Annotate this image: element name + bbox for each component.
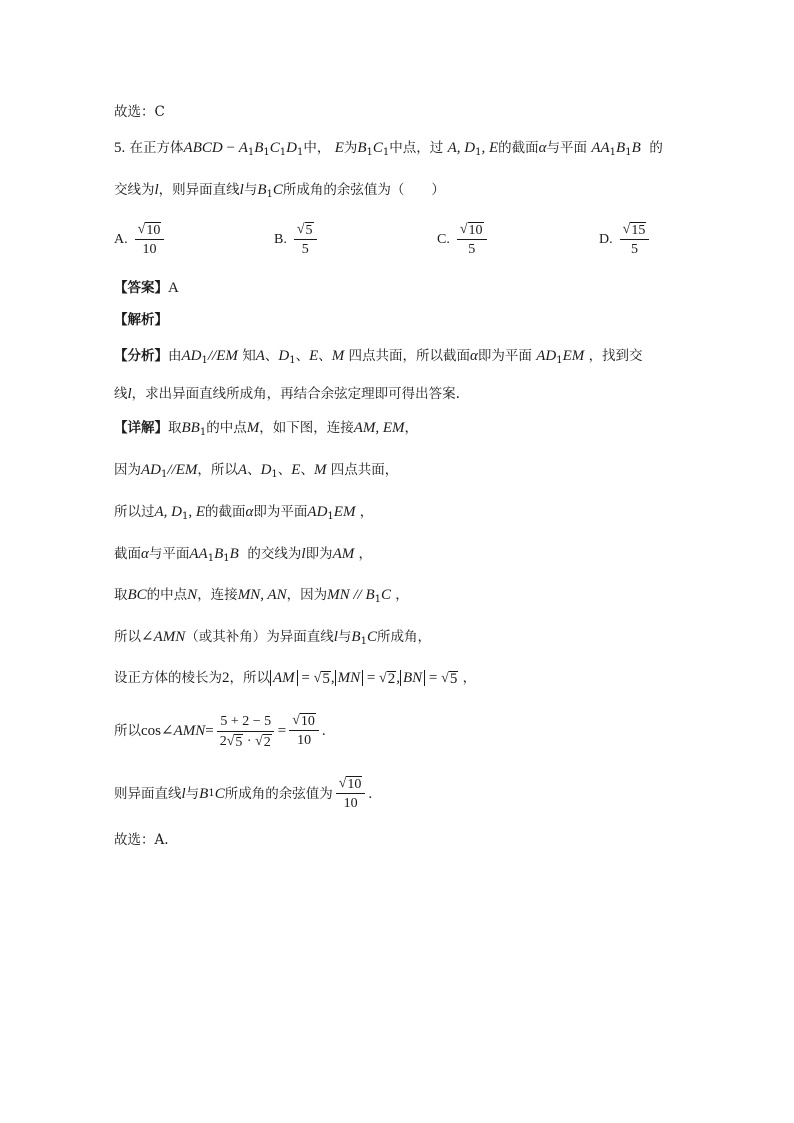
text: 交线为 <box>114 182 155 198</box>
text: 所以过 <box>114 504 155 520</box>
math: EM <box>216 348 238 364</box>
text: 中点，过 <box>389 140 444 156</box>
text: 的截面 <box>205 504 246 520</box>
sub: 1 <box>271 469 278 480</box>
question-line-2 <box>114 180 445 200</box>
math: ∠AMN <box>161 723 206 739</box>
math: B <box>214 546 224 562</box>
detail-line-8 <box>114 710 326 752</box>
answer-line <box>114 278 179 298</box>
math: MN <box>335 670 364 686</box>
math: MN <box>327 587 350 603</box>
text: 、 <box>300 462 314 478</box>
denominator: 10 <box>343 796 358 811</box>
detail-line-4 <box>114 544 372 564</box>
option-a <box>114 222 167 258</box>
text: 中， <box>303 140 331 156</box>
math: N <box>187 587 198 603</box>
detail-line-1 <box>114 418 418 438</box>
math: AM <box>332 546 355 562</box>
text: 在正方体 <box>129 140 184 156</box>
math: A <box>237 462 248 478</box>
text: 的截面 <box>498 140 539 156</box>
text: 、 <box>295 348 310 364</box>
sub: 1 <box>266 189 273 200</box>
sub: 1 <box>289 355 296 366</box>
math: B <box>357 140 367 156</box>
sub: 1 <box>201 355 208 366</box>
detail-line-7 <box>114 668 476 688</box>
text: 与平面 <box>546 140 588 156</box>
math: // <box>349 587 366 603</box>
text: （或其补角）为异面直线 <box>185 629 334 645</box>
math: C <box>380 587 391 603</box>
math: l <box>333 629 338 645</box>
math: A <box>238 140 248 156</box>
math: C <box>214 786 225 802</box>
numerator: 5 + 2 − 5 <box>217 713 274 732</box>
fenxi-line-2 <box>114 384 460 404</box>
text: 的中点 <box>146 587 188 603</box>
math: BC <box>127 587 147 603</box>
text: 所以 <box>114 629 141 645</box>
math: ABCD <box>183 140 223 156</box>
fraction <box>336 776 366 812</box>
text: ，因为 <box>286 587 328 603</box>
text: 与 <box>243 182 258 198</box>
math: AD <box>181 348 202 364</box>
option-d <box>599 222 652 258</box>
math: . <box>368 786 373 802</box>
math: AD <box>536 348 557 364</box>
denominator: 10 <box>297 733 312 748</box>
math: M <box>246 420 260 436</box>
text: 、 <box>318 348 332 364</box>
math: B <box>199 786 209 802</box>
math: B <box>229 546 239 562</box>
math: ∠AMN <box>141 629 186 645</box>
sub: 1 <box>625 147 632 158</box>
text: 设正方体的棱长为 <box>114 670 222 686</box>
math: EM <box>175 462 198 478</box>
text: 取 <box>114 587 128 603</box>
math: AD <box>141 462 161 478</box>
text: 即为平面 <box>253 504 308 520</box>
math: 2 <box>219 733 227 749</box>
radicand: 5 <box>235 734 243 750</box>
numerator: √ 10 <box>289 713 319 731</box>
numerator: √ 15 <box>620 222 650 240</box>
math: α <box>141 546 149 562</box>
math: , <box>396 670 400 686</box>
math: B <box>616 140 626 156</box>
math: C <box>272 182 283 198</box>
math: EM <box>562 348 585 364</box>
text: ，求出异面直线所成角，再结合余弦定理即可得出答案. <box>131 386 460 402</box>
math: l <box>181 786 186 802</box>
text: 四点共面，所以截面 <box>348 348 471 364</box>
detail-tag: 【详解】 <box>114 420 168 436</box>
text: ，如下图，连接 <box>259 420 354 436</box>
radicand: 2 <box>387 671 396 687</box>
answer-value: A <box>168 280 179 296</box>
option-b <box>274 222 320 258</box>
text: ，所以 <box>197 462 238 478</box>
sub: 1 <box>366 147 373 158</box>
text: 的交线为 <box>247 546 302 562</box>
question-number: 5. <box>114 140 126 156</box>
sub: 1 <box>161 469 168 480</box>
sub: 1 <box>199 427 207 438</box>
text: ， <box>358 546 373 562</box>
math: EM <box>333 504 356 520</box>
analysis-tag: 【解析】 <box>114 312 168 328</box>
math: AA <box>591 140 610 156</box>
sub: 1 <box>475 147 482 158</box>
text: 四点共面， <box>330 462 399 478</box>
radicand: 10 <box>347 777 362 792</box>
detail-line-5 <box>114 585 409 605</box>
denominator: 5 <box>630 242 638 257</box>
math: AD <box>307 504 328 520</box>
fenxi-line-1 <box>114 346 643 366</box>
math: 2 <box>222 670 230 686</box>
math: E <box>309 348 319 364</box>
text: 、 <box>247 462 261 478</box>
math: BB <box>181 420 200 436</box>
text: 与 <box>185 786 200 802</box>
text: 、 <box>264 348 279 364</box>
math: l <box>239 182 244 198</box>
math: A, D <box>154 504 182 520</box>
fraction <box>457 222 487 258</box>
math: D <box>278 348 290 364</box>
option-label: C. <box>437 232 450 247</box>
text: ， <box>462 670 477 686</box>
math: B <box>254 140 264 156</box>
math: AA <box>189 546 208 562</box>
math: M <box>313 462 327 478</box>
question-line-1 <box>114 138 663 158</box>
fraction <box>289 713 319 749</box>
denominator: 2 √ 5 · √ 2 <box>219 733 271 750</box>
sub: 1 <box>556 355 563 366</box>
math: α <box>245 504 254 520</box>
text: ，找到交 <box>588 348 643 364</box>
sub: 1 <box>223 553 230 564</box>
text: 即为平面 <box>477 348 532 364</box>
numerator: √ 10 <box>336 776 366 794</box>
option-label: A. <box>114 232 128 247</box>
text: ，则异面直线 <box>158 182 240 198</box>
math: D <box>260 462 272 478</box>
fraction <box>217 713 275 750</box>
sub: 1 <box>297 147 304 158</box>
math: = <box>297 670 314 686</box>
sub: 1 <box>182 511 189 522</box>
text: 所以 <box>114 723 141 739</box>
text: 、 <box>277 462 292 478</box>
math: MN, AN <box>237 587 287 603</box>
math: E <box>291 462 301 478</box>
math: , E <box>481 140 499 156</box>
math: B <box>351 629 361 645</box>
text: 与平面 <box>148 546 190 562</box>
radicand: 10 <box>146 223 161 238</box>
sqrt: √ 5 <box>313 671 330 687</box>
text: 与 <box>337 629 352 645</box>
sub: 1 <box>327 511 334 522</box>
fraction <box>620 222 650 258</box>
analysis-line <box>114 310 168 330</box>
text: 知 <box>242 348 256 364</box>
text: 的 <box>649 140 663 156</box>
math: l <box>154 182 159 198</box>
math: , E <box>188 504 206 520</box>
text: 因为 <box>114 462 141 478</box>
sub: 1 <box>360 636 367 647</box>
math: B <box>365 587 375 603</box>
radicand: 10 <box>300 714 315 729</box>
sub: 1 <box>263 147 270 158</box>
text: 所成角的余弦值为（ ） <box>282 182 445 198</box>
math: = <box>363 670 380 686</box>
math: B <box>257 182 267 198</box>
math: , <box>330 670 335 686</box>
math: A <box>255 348 265 364</box>
sqrt: √ 5 <box>441 671 458 687</box>
text: 所成角的余弦值为 <box>224 786 333 802</box>
radicand: 5 <box>305 223 313 238</box>
text: 所成角， <box>376 629 431 645</box>
math: − <box>222 140 239 156</box>
text: ， <box>404 420 419 436</box>
math: C <box>366 629 377 645</box>
detail-line-9: 则异面直线 l 与 B 1 C 所成角的余弦值为 √ 10 10 . <box>114 776 373 811</box>
fenxi-tag: 【分析】 <box>114 348 168 364</box>
denominator: 5 <box>468 242 476 257</box>
detail-line-3 <box>114 502 373 522</box>
final-conclusion: 故选：A. <box>114 832 169 848</box>
math: BN <box>400 670 425 686</box>
math: A, D <box>447 140 476 156</box>
text: ， <box>395 587 409 603</box>
text: ， <box>359 504 374 520</box>
math: l <box>127 386 132 402</box>
answer-tag: 【答案】 <box>114 280 168 296</box>
numerator: √ 5 <box>294 222 317 240</box>
text: 的中点 <box>206 420 247 436</box>
sub: 1 <box>374 594 381 605</box>
math: B <box>631 140 641 156</box>
math: D <box>286 140 298 156</box>
radicand: 5 <box>322 671 330 687</box>
sub: 1 <box>279 147 287 158</box>
math: α <box>470 348 478 364</box>
text: ，所以 <box>229 670 270 686</box>
text: 取 <box>168 420 182 436</box>
previous-conclusion: 故选：C <box>114 104 165 120</box>
sub: 1 <box>207 553 215 564</box>
math: E <box>334 140 344 156</box>
text: 即为 <box>305 546 333 562</box>
sqrt: √ 2 <box>379 671 396 687</box>
text: 线 <box>114 386 128 402</box>
detail-line-6 <box>114 627 431 647</box>
math: AM, EM <box>353 420 405 436</box>
sub: 1 <box>382 147 390 158</box>
text: 为 <box>343 140 358 156</box>
math: = <box>277 723 287 739</box>
option-label: B. <box>274 232 287 247</box>
fraction <box>135 222 165 258</box>
math: cos <box>141 723 161 739</box>
math: · <box>243 733 256 749</box>
math: AM <box>270 670 298 686</box>
math: = <box>425 670 442 686</box>
denominator: 10 <box>142 242 157 257</box>
text: 截面 <box>114 546 141 562</box>
math: . <box>321 723 326 739</box>
radicand: 15 <box>631 223 646 238</box>
math: α <box>538 140 547 156</box>
numerator: √ 10 <box>457 222 487 240</box>
fraction <box>294 222 317 258</box>
option-c <box>437 222 490 258</box>
math: l <box>301 546 306 562</box>
text: 则异面直线 <box>114 786 182 802</box>
math: // <box>167 462 176 478</box>
math: = <box>205 723 214 739</box>
radicand: 10 <box>468 223 483 238</box>
denominator: 5 <box>301 242 309 257</box>
text: 由 <box>168 348 182 364</box>
math: // <box>207 348 217 364</box>
math: C <box>372 140 383 156</box>
sub: 1 <box>247 147 255 158</box>
math: C <box>269 140 280 156</box>
option-label: D. <box>599 232 613 247</box>
text: ，连接 <box>197 587 238 603</box>
detail-line-2 <box>114 460 398 480</box>
numerator: √ 10 <box>135 222 165 240</box>
radicand: 2 <box>263 734 271 750</box>
math: M <box>331 348 345 364</box>
sub: 1 <box>609 147 617 158</box>
radicand: 5 <box>449 671 458 687</box>
